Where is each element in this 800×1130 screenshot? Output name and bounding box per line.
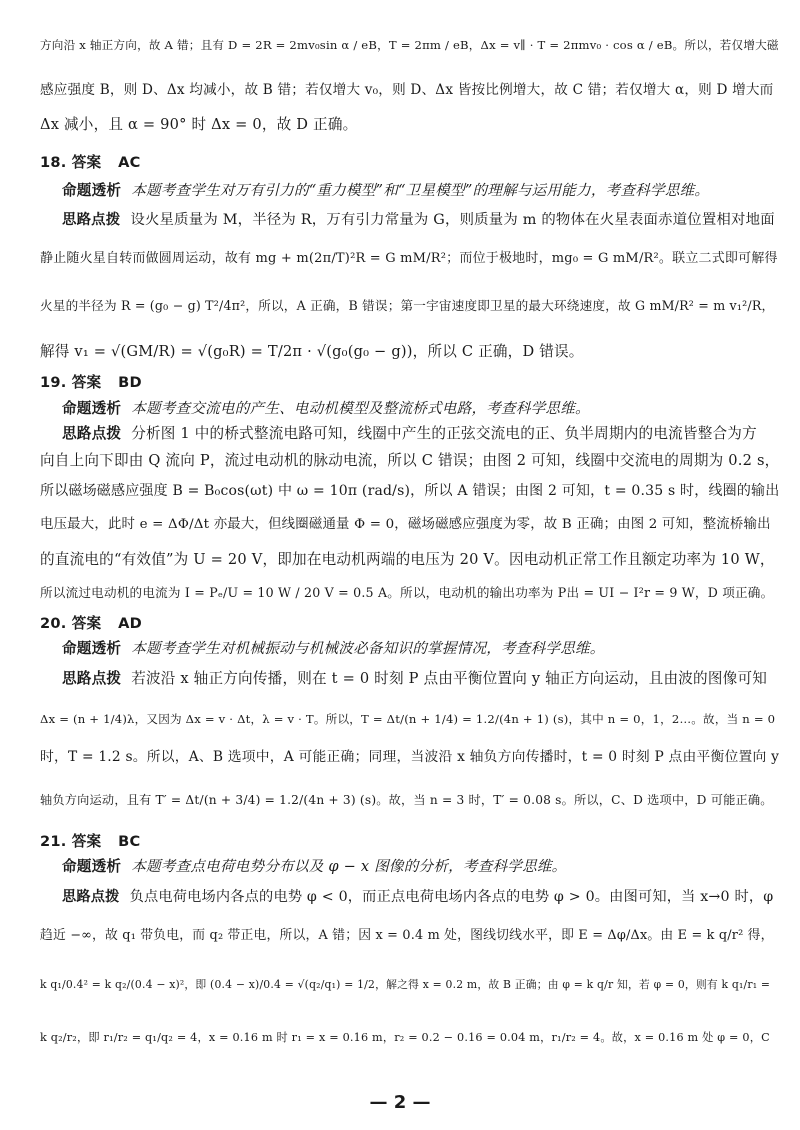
question-number: 19. 答案 — [40, 374, 102, 391]
section-text: 本题考查学生对万有引力的“重力模型”和“卫星模型”的理解与运用能力，考查科学思维。 — [131, 182, 710, 199]
answer-value: BC — [118, 833, 141, 850]
text-line: 向自上向下即由 Q 流向 P，流过电动机的脉动电流，所以 C 错误；由图 2 可知，线圈中交流电的周期为 0.2 s， — [40, 452, 780, 469]
text-line: 轴负方向运动，且有 T′ = Δt/(n + 3/4) = 1.2/(4n + 3) (s)。故，当 n = 3 时，T′ = 0.08 s。所以，C、D 选项中，D 可能正确。 — [40, 793, 773, 807]
question-21-header — [40, 832, 780, 852]
question-number: 21. 答案 — [40, 833, 102, 850]
question-number: 20. 答案 — [40, 615, 102, 632]
text-line: 趋近 −∞，故 q₁ 带负电，而 q₂ 带正电，所以，A 错；因 x = 0.4 m 处，图线切线水平，即 E = Δφ/Δx。由 E = k q/r² 得， — [40, 928, 774, 943]
section-label: 命题透析 — [62, 858, 122, 875]
text-line: Δx = (n + 1/4)λ，又因为 Δx = v · Δt，λ = v · T。所以，T = Δt/(n + 1/4) = 1.2/(4n + 1) (s)，其中 n = 0，1，2…。故，当 n = 0 — [40, 712, 776, 726]
section-label: 命题透析 — [62, 640, 122, 657]
text-line: 解得 v₁ = √(GM/R) = √(g₀R) = T/2π · √(g₀(g₀ − g))，所以 C 正确，D 错误。 — [40, 343, 584, 360]
text-line: Δx 减小，且 α = 90° 时 Δx = 0，故 D 正确。 — [40, 116, 358, 133]
question-20-hint-line — [62, 669, 780, 689]
section-label: 命题透析 — [62, 182, 122, 199]
question-20-header — [40, 614, 780, 634]
question-20-intent — [62, 639, 780, 659]
question-18-hint-line — [62, 210, 780, 230]
text-line: 所以流过电动机的电流为 I = Pₑ/U = 10 W / 20 V = 0.5 A。所以，电动机的输出功率为 P出 = UI − I²r = 9 W，D 项正确。 — [40, 585, 774, 600]
section-text: 本题考查交流电的产生、电动机模型及整流桥式电路，考查科学思维。 — [131, 400, 590, 417]
page-number: — 2 — — [369, 1092, 431, 1113]
section-label: 思路点拨 — [62, 212, 121, 228]
section-text: 本题考查学生对机械振动与机械波必备知识的掌握情况，考查科学思维。 — [131, 640, 605, 657]
question-19-header — [40, 373, 780, 393]
section-label: 命题透析 — [62, 400, 122, 417]
text-line: k q₂/r₂，即 r₁/r₂ = q₁/q₂ = 4，x = 0.16 m 时 r₁ = x = 0.16 m，r₂ = 0.2 − 0.16 = 0.04 m，r₁/r₂ = 4。故，x = 0.16 m 处 φ = 0，C — [40, 1031, 770, 1044]
text-line: 方向沿 x 轴正方向，故 A 错；且有 D = 2R = 2mv₀sin α / eB，T = 2πm / eB，Δx = v∥ · T = 2πmv₀ · cos α / eB。所以，若仅增大磁 — [40, 38, 779, 52]
section-label: 思路点拨 — [62, 889, 120, 905]
text-line: 的直流电的“有效值”为 U = 20 V，即加在电动机两端的电压为 20 V。因电动机正常工作且额定功率为 10 W， — [40, 551, 775, 568]
text-line: 静止随火星自转而做圆周运动，故有 mg + m(2π/T)²R = G mM/R²；而位于极地时，mg₀ = G mM/R²。联立二式即可解得 — [40, 251, 778, 266]
text-line: 时，T = 1.2 s。所以，A、B 选项中，A 可能正确；同理，当波沿 x 轴负方向传播时，t = 0 时刻 P 点由平衡位置向 y — [40, 749, 780, 765]
text-line: 所以磁场磁感应强度 B = B₀cos(ωt) 中 ω = 10π (rad/s)，所以 A 错误；由图 2 可知，t = 0.35 s 时，线圈的输出 — [40, 483, 780, 499]
section-text: 本题考查点电荷电势分布以及 φ − x 图像的分析，考查科学思维。 — [131, 858, 567, 875]
section-text: 负点电荷电场内各点的电势 φ < 0，而正点电荷电场内各点的电势 φ > 0。由图可知，当 x→0 时，φ — [129, 889, 774, 905]
section-text: 若波沿 x 轴正方向传播，则在 t = 0 时刻 P 点由平衡位置向 y 轴正方向运动，且由波的图像可知 — [131, 670, 768, 687]
question-19-hint-line — [62, 424, 780, 444]
text-line: 感应强度 B，则 D、Δx 均减小，故 B 错；若仅增大 v₀，则 D、Δx 皆按比例增大，故 C 错；若仅增大 α，则 D 增大而 — [40, 82, 774, 98]
question-21-hint-line — [62, 887, 780, 907]
section-text: 分析图 1 中的桥式整流电路可知，线圈中产生的正弦交流电的正、负半周期内的电流皆整合为方 — [131, 425, 757, 442]
answer-value: BD — [118, 374, 142, 391]
section-text: 设火星质量为 M，半径为 R，万有引力常量为 G，则质量为 m 的物体在火星表面赤道位置相对地面 — [130, 212, 775, 228]
question-19-intent — [62, 399, 780, 419]
question-18-header — [40, 153, 780, 173]
answer-value: AD — [118, 615, 142, 632]
question-21-intent — [62, 857, 780, 877]
answer-value: AC — [118, 154, 141, 171]
question-18-intent — [62, 181, 780, 201]
text-line: k q₁/0.4² = k q₂/(0.4 − x)²，即 (0.4 − x)/0.4 = √(q₂/q₁) = 1/2，解之得 x = 0.2 m，故 B 正确；由 φ = k q/r 知，若 φ = 0，则有 k q₁/r₁ = — [40, 978, 771, 991]
section-label: 思路点拨 — [62, 425, 122, 442]
question-number: 18. 答案 — [40, 154, 102, 171]
text-line: 电压最大，此时 e = ΔΦ/Δt 亦最大，但线圈磁通量 Φ = 0，磁场磁感应强度为零，故 B 正确；由图 2 可知，整流桥输出 — [40, 517, 771, 532]
section-label: 思路点拨 — [62, 670, 122, 687]
text-line: 火星的半径为 R = (g₀ − g) T²/4π²，所以，A 正确，B 错误；第一宇宙速度即卫星的最大环绕速度，故 G mM/R² = m v₁²/R， — [40, 298, 775, 313]
